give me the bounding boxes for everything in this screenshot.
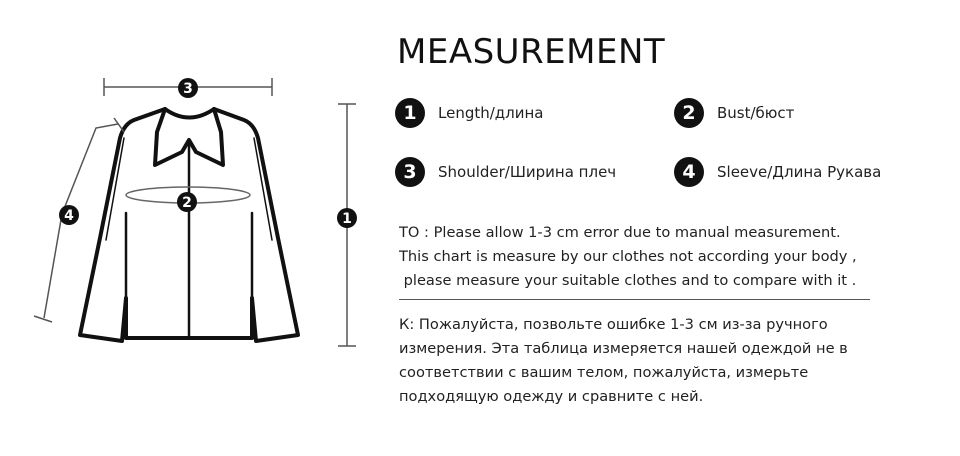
marker-2: [177, 192, 197, 212]
svg-text:1: 1: [342, 211, 352, 227]
page-title: MEASUREMENT: [397, 32, 666, 72]
note-line: измерения. Эта таблица измеряется нашей одеждой не в: [399, 340, 848, 357]
note-line: This chart is measure by our clothes not according your body ,: [399, 248, 857, 265]
legend-label: Bust/бюст: [717, 104, 795, 122]
legend-item-length: [395, 98, 544, 128]
svg-text:4: 4: [64, 208, 74, 224]
marker-1: [337, 208, 357, 228]
legend-label: Sleeve/Длина Рукава: [717, 163, 882, 181]
number-badge: 1: [395, 98, 425, 128]
note-english: [399, 221, 857, 293]
note-line: подходящую одежду и сравните с ней.: [399, 388, 704, 405]
note-line: К: Пожалуйста, позвольте ошибке 1-3 см из-за ручного: [399, 316, 828, 333]
note-line: TO : Please allow 1-3 cm error due to manual measurement.: [399, 224, 841, 241]
legend-item-sleeve: [674, 157, 881, 187]
legend-item-bust: [674, 98, 794, 128]
marker-4: [59, 205, 79, 225]
legend-label: Length/длина: [438, 104, 544, 122]
jacket-measurement-diagram: [0, 0, 380, 456]
note-russian: [399, 313, 848, 409]
number-badge: 4: [674, 157, 704, 187]
number-badge: 2: [674, 98, 704, 128]
sleeve-measure-line: [34, 118, 124, 322]
jacket-details: [106, 138, 272, 338]
note-line: соответствии с вашим телом, пожалуйста, измерьте: [399, 364, 809, 381]
note-line: please measure your suitable clothes and to compare with it .: [399, 272, 857, 289]
marker-3: [178, 78, 198, 98]
svg-text:2: 2: [182, 195, 192, 211]
legend-item-shoulder: [395, 157, 616, 187]
divider: [399, 299, 870, 300]
legend-label: Shoulder/Ширина плеч: [438, 163, 617, 181]
svg-text:3: 3: [183, 81, 193, 97]
number-badge: 3: [395, 157, 425, 187]
